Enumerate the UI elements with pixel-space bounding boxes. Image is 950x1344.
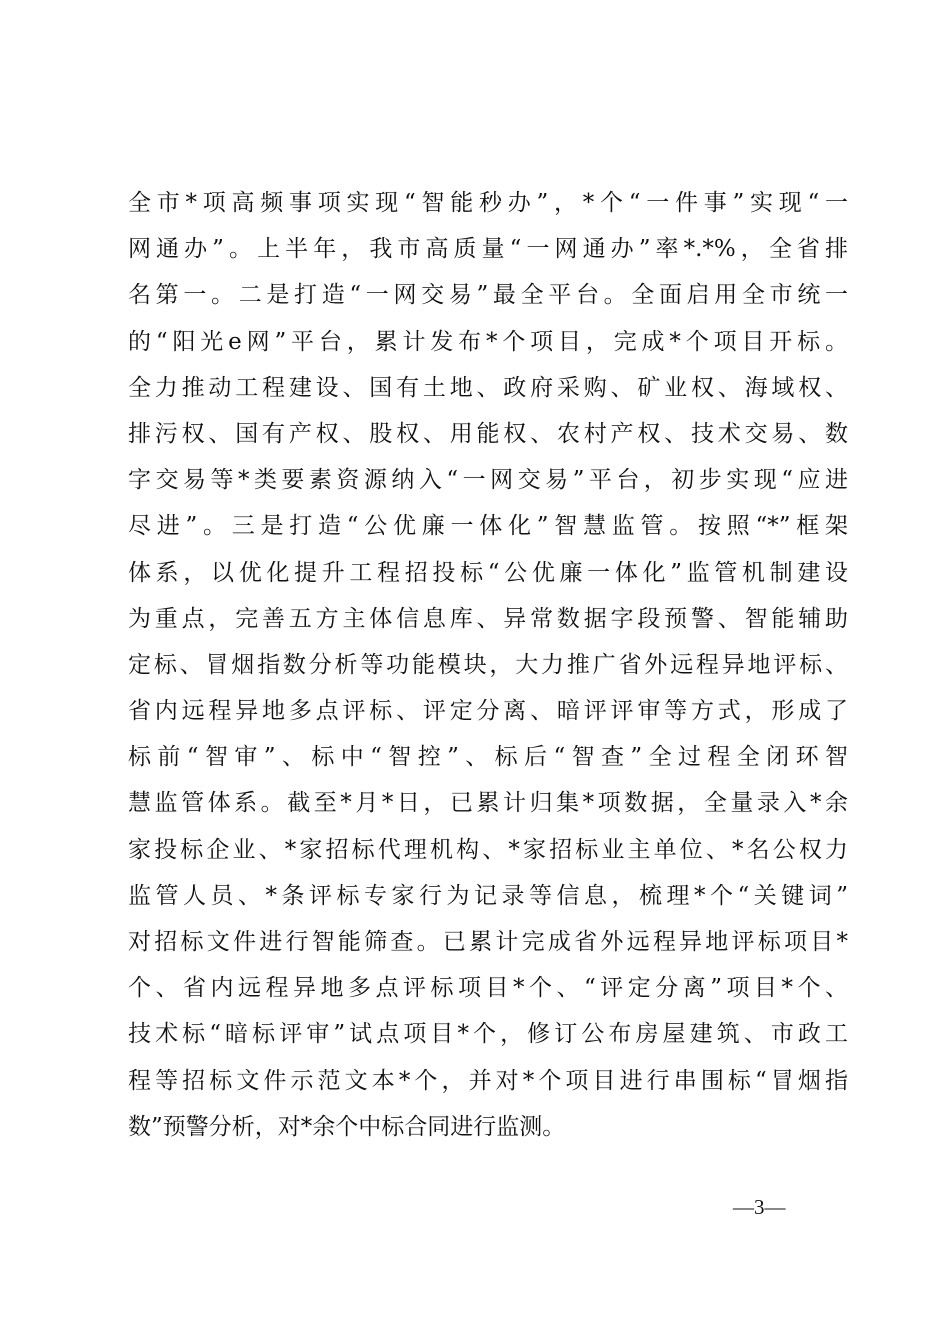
text-line: 家投标企业、*家招标代理机构、*家招标业主单位、*名公权力 [128,836,848,863]
text-line: 字交易等*类要素资源纳入“一网交易”平台，初步实现“应进 [128,467,848,494]
text-line: 监管人员、*条评标专家行为记录等信息，梳理*个“关键词” [128,882,848,909]
body-paragraph [128,180,848,1150]
text-line: 个、省内远程异地多点评标项目*个、“评定分离”项目*个、 [128,975,848,1002]
text-line: 的“阳光e网”平台，累计发布*个项目，完成*个项目开标。 [128,328,848,355]
text-line: 名第一。二是打造“一网交易”最全平台。全面启用全市统一 [128,282,848,309]
text-line: 排污权、国有产权、股权、用能权、农村产权、技术交易、数 [128,420,848,447]
text-line: 网通办”。上半年，我市高质量“一网通办”率*.*%，全省排 [128,236,848,263]
text-line: 慧监管体系。截至*月*日，已累计归集*项数据，全量录入*余 [128,790,848,817]
text-line: 定标、冒烟指数分析等功能模块，大力推广省外远程异地评标、 [128,651,848,678]
text-line: 体系，以优化提升工程招投标“公优廉一体化”监管机制建设 [128,559,848,586]
text-line: 标前“智审”、标中“智控”、标后“智查”全过程全闭环智 [128,744,848,771]
text-line: 省内远程异地多点评标、评定分离、暗评评审等方式，形成了 [128,698,848,725]
text-line: 全市*项高频事项实现“智能秒办”，*个“一件事”实现“一 [128,190,848,216]
text-line: 程等招标文件示范文本*个，并对*个项目进行串围标“冒烟指 [128,1067,848,1094]
text-line: 技术标“暗标评审”试点项目*个，修订公布房屋建筑、市政工 [128,1021,848,1048]
page-number: —3— [733,1195,786,1219]
text-line: 数”预警分析，对*余个中标合同进行监测。 [128,1113,566,1140]
text-line: 尽进”。三是打造“公优廉一体化”智慧监管。按照“*”框架 [128,513,848,540]
text-line: 为重点，完善五方主体信息库、异常数据字段预警、智能辅助 [128,605,848,632]
text-line: 对招标文件进行智能筛查。已累计完成省外远程异地评标项目* [128,929,848,955]
text-line: 全力推动工程建设、国有土地、政府采购、矿业权、海域权、 [128,374,848,401]
